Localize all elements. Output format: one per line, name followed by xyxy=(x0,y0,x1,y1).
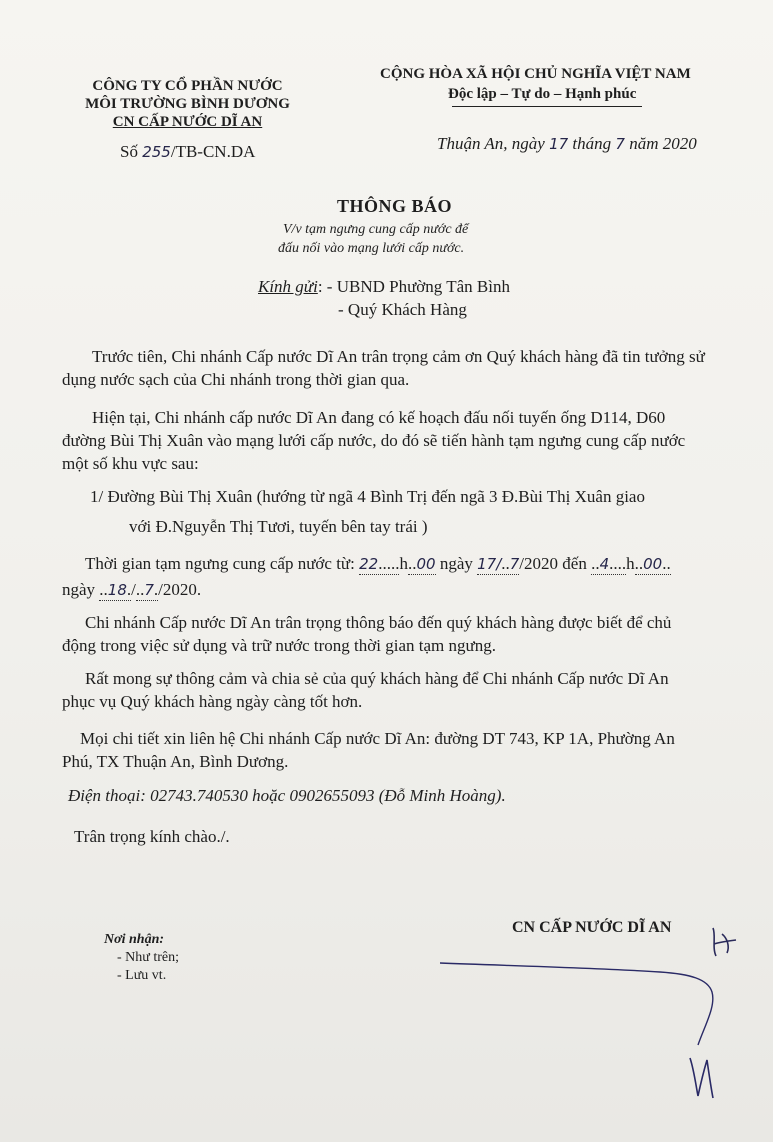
distribution-label: Nơi nhận: xyxy=(104,932,165,947)
date-day-handwritten: 17 xyxy=(549,135,569,153)
time-day-end: 18 xyxy=(107,581,127,599)
time-line2-label: ngày xyxy=(62,580,96,599)
date-part1: Thuận An, ngày xyxy=(437,134,545,153)
paragraph-6-line-1: Mọi chi tiết xin liên hệ Chi nhánh Cấp nước Dĩ An: đường DT 743, KP 1A, Phường An xyxy=(80,729,675,748)
paragraph-5-line-2: phục vụ Quý khách hàng ngày càng tốt hơn. xyxy=(62,692,363,711)
date-month-handwritten: 7 xyxy=(615,135,625,153)
signer-organization: CN CẤP NƯỚC DĨ AN xyxy=(512,919,672,936)
time-prefix: Thời gian tạm ngưng cung cấp nước từ: xyxy=(85,554,355,573)
time-hour-end: 4 xyxy=(599,555,610,573)
time-h1: h xyxy=(399,554,408,573)
paragraph-6-line-2: Phú, TX Thuận An, Bình Dương. xyxy=(62,752,289,771)
suspension-time-line-1: Thời gian tạm ngưng cung cấp nước từ: 22.....h..00 ngày 17/..7/2020 đến ..4....h..00.. xyxy=(85,554,671,573)
doc-number-suffix: /TB-CN.DA xyxy=(170,142,256,161)
time-month-start: 7 xyxy=(509,555,520,573)
paragraph-2-line-1: Hiện tại, Chi nhánh cấp nước Dĩ An đang có kế hoạch đấu nối tuyến ống D114, D60 xyxy=(92,408,666,427)
time-minute-start: 00 xyxy=(416,555,436,573)
company-name-line1: CÔNG TY CỔ PHẦN NƯỚC xyxy=(92,78,283,94)
time-h2: h xyxy=(626,554,635,573)
initial-signature xyxy=(713,928,736,956)
closing-line: Trân trọng kính chào./. xyxy=(74,827,230,846)
document-title: THÔNG BÁO xyxy=(337,196,453,216)
date-part3: năm 2020 xyxy=(629,134,697,153)
recipient-item-2: - Quý Khách Hàng xyxy=(338,300,467,319)
subject-line2: đấu nối vào mạng lưới cấp nước. xyxy=(278,241,465,256)
signature-stroke-2 xyxy=(690,1058,713,1098)
time-year-start: /2020 đến xyxy=(519,554,587,573)
paragraph-1-line-2: dụng nước sạch của Chi nhánh trong thời gian qua. xyxy=(62,370,410,389)
time-month-end: 7 xyxy=(144,581,154,599)
suspension-time-line-2: ngày ..18./..7./2020. xyxy=(62,580,202,599)
paragraph-4-line-1: Chi nhánh Cấp nước Dĩ An trân trọng thông báo đến quý khách hàng được biết để chủ xyxy=(85,613,672,632)
time-separator: / xyxy=(131,580,136,599)
time-minute-end: 00 xyxy=(643,555,663,573)
paragraph-2-line-2: đường Bùi Thị Xuân vào mạng lưới cấp nước, do đó sẽ tiến hành tạm ngưng cung cấp nước xyxy=(62,431,686,450)
recipient-item-1: - UBND Phường Tân Bình xyxy=(326,277,510,296)
date-part2: tháng xyxy=(572,134,612,153)
distribution-item-1: - Như trên; xyxy=(117,950,180,965)
paragraph-5-line-1: Rất mong sự thông cảm và chia sẻ của quý khách hàng để Chi nhánh Cấp nước Dĩ An xyxy=(85,669,669,688)
distribution-item-2: - Lưu vt. xyxy=(117,968,167,983)
national-motto-line1: CỘNG HÒA XÃ HỘI CHỦ NGHĨA VIỆT NAM xyxy=(380,66,691,82)
area-item-1-line-2: với Đ.Nguyễn Thị Tươi, tuyến bên tay trái ) xyxy=(129,517,428,536)
paragraph-2-line-3: một số khu vực sau: xyxy=(62,454,199,473)
recipients-colon: : xyxy=(317,277,323,296)
contact-phone: Điện thoại: 02743.740530 hoặc 0902655093 (Đỗ Minh Hoàng). xyxy=(68,786,506,805)
recipients-label: Kính gửi xyxy=(258,277,318,296)
paragraph-4-line-2: động trong việc sử dụng và trữ nước trong thời gian tạm ngưng. xyxy=(62,636,496,655)
company-name-line2: MÔI TRƯỜNG BÌNH DƯƠNG xyxy=(85,96,290,112)
time-hour-start: 22 xyxy=(359,555,379,573)
time-day-start: 17/ xyxy=(477,555,502,573)
area-item-1-line-1: 1/ Đường Bùi Thị Xuân (hướng từ ngã 4 Bình Trị đến ngã 3 Đ.Bùi Thị Xuân giao xyxy=(90,487,645,506)
doc-number-handwritten: 255 xyxy=(142,143,171,161)
branch-name: CN CẤP NƯỚC DĨ AN xyxy=(112,114,263,130)
national-motto-line2: Độc lập – Tự do – Hạnh phúc xyxy=(448,86,637,102)
time-day-label: ngày xyxy=(439,554,473,573)
paragraph-1-line-1: Trước tiên, Chi nhánh Cấp nước Dĩ An trân trọng cảm ơn Quý khách hàng đã tin tưởng sử xyxy=(92,347,705,366)
subject-line1: V/v tạm ngưng cung cấp nước để xyxy=(283,222,469,237)
doc-number-prefix: Số xyxy=(120,142,138,161)
signature-stroke-1 xyxy=(440,963,713,1045)
time-year-end: /2020. xyxy=(158,580,202,599)
